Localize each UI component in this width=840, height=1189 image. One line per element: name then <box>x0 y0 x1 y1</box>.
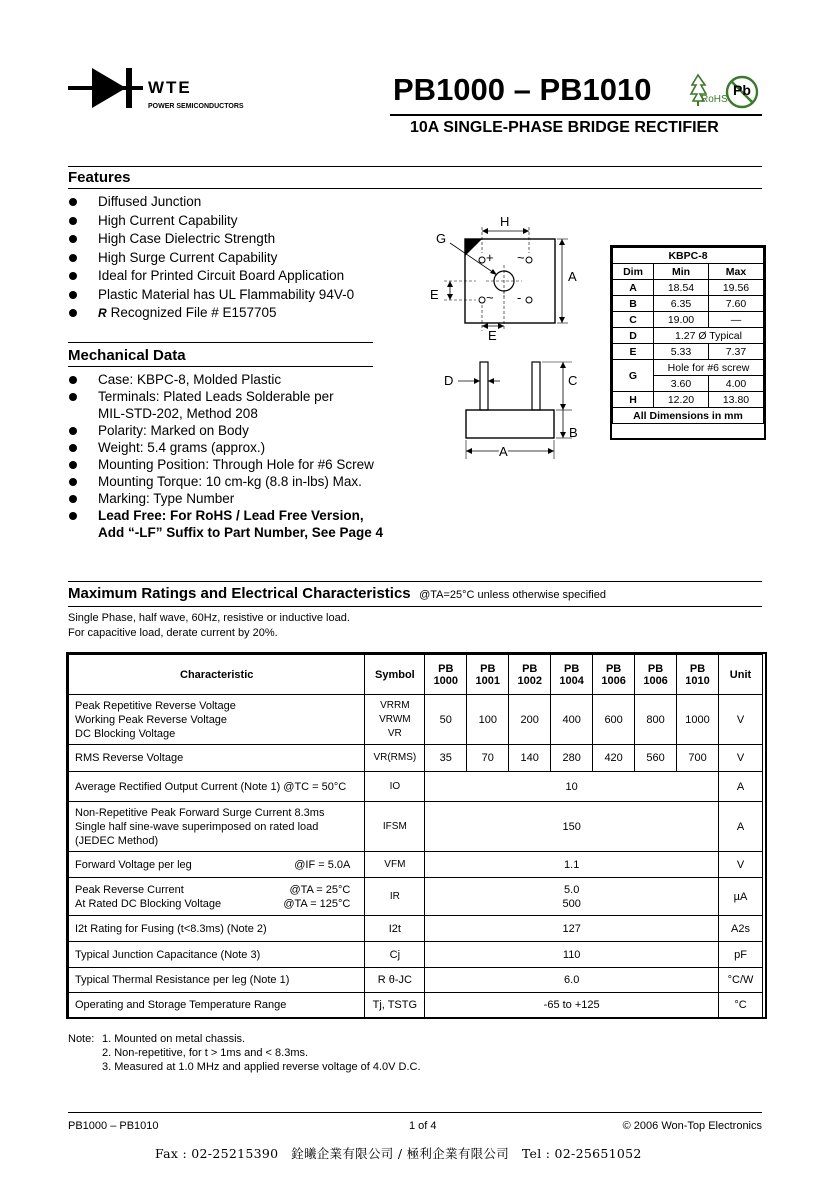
rohs-badge <box>689 73 728 109</box>
mech-item: Add “-LF” Suffix to Part Number, See Page 4 <box>98 525 384 540</box>
dim-e2-label: E <box>488 328 497 343</box>
lead-right <box>532 362 540 410</box>
dim-h-label: H <box>500 214 510 229</box>
table-header-row <box>69 655 763 695</box>
mech-item: Mounting Position: Through Hole for #6 Screw <box>68 456 383 473</box>
feature-item: High Case Dielectric Strength <box>68 230 354 249</box>
mech-item: Marking: Type Number <box>68 490 383 507</box>
header-part: PB 1000 <box>425 655 467 695</box>
header-symbol: Symbol <box>365 655 425 695</box>
brand-name: WTE <box>148 78 192 97</box>
table-row: Typical Junction Capacitance (Note 3) Cj 110 pF <box>69 942 763 968</box>
dims-row: H 12.20 13.80 <box>613 392 764 408</box>
table-row: Non-Repetitive Peak Forward Surge Current 8.3ms Single half sine-wave superimposed on rated load (JEDEC Method) IFSM 150 A <box>69 802 763 852</box>
ratings-heading: Maximum Ratings and Electrical Characteristics <box>68 585 411 602</box>
mech-rule-bottom <box>68 366 373 367</box>
ratings-table <box>68 654 763 1018</box>
pin-ac2-label: ~ <box>486 290 494 305</box>
mech-rule-top <box>68 342 373 343</box>
dims-package: KBPC-8 <box>613 248 764 264</box>
bullet-icon <box>69 427 77 435</box>
pin-ac1-label: ~ <box>517 250 525 265</box>
mech-item: Mounting Torque: 10 cm-kg (8.8 in-lbs) Max. <box>68 473 383 490</box>
dims-footer: All Dimensions in mm <box>613 408 764 424</box>
side-view-body <box>466 410 554 438</box>
dims-header-min: Min <box>654 264 709 280</box>
table-row: Average Rectified Output Current (Note 1) @TC = 50°C IO 10 A <box>69 772 763 802</box>
feature-item: R Recognized File # E157705 <box>68 304 354 323</box>
chamfer-mark <box>465 239 482 256</box>
page-title: PB1000 – PB1010 <box>393 72 652 107</box>
bullet-icon <box>69 376 77 384</box>
feature-item: Plastic Material has UL Flammability 94V-0 <box>68 286 354 305</box>
pin-plus-label: + <box>486 250 494 265</box>
header-part: PB 1010 <box>677 655 719 695</box>
mech-list <box>68 371 383 541</box>
table-row: I2t Rating for Fusing (t<8.3ms) (Note 2) I2t 127 A2s <box>69 916 763 942</box>
dim-c-label: C <box>568 373 578 388</box>
dims-row: B 6.35 7.60 <box>613 296 764 312</box>
bullet-icon <box>69 393 77 401</box>
bullet-icon <box>69 198 77 206</box>
mech-item: Polarity: Marked on Body <box>68 422 383 439</box>
features-rule-bottom <box>68 188 762 189</box>
header-part: PB 1004 <box>551 655 593 695</box>
mech-item: Case: KBPC-8, Molded Plastic <box>68 371 383 388</box>
rohs-label: RoHS <box>701 94 728 105</box>
ratings-note-2: For capacitive load, derate current by 20%. <box>68 627 278 639</box>
footer-page-number: 1 of 4 <box>409 1120 437 1132</box>
dim-g-label: G <box>436 231 447 246</box>
feature-item: Diffused Junction <box>68 193 354 212</box>
dims-row: E 5.33 7.37 <box>613 344 764 360</box>
page-subtitle: 10A SINGLE-PHASE BRIDGE RECTIFIER <box>410 119 719 136</box>
features-rule-top <box>68 166 762 167</box>
ratings-rule-top <box>68 581 762 582</box>
dims-header-dim: Dim <box>613 264 654 280</box>
table-row: Typical Thermal Resistance per leg (Note 1) R θ-JC 6.0 °C/W <box>69 968 763 993</box>
bullet-icon <box>69 291 77 299</box>
fax-tel-line: Fax : 02-25215390 銓曦企業有限公司 / 極利企業有限公司 Tel : 02-25651052 <box>155 1146 642 1161</box>
dims-row: D 1.27 Ø Typical <box>613 328 764 344</box>
bullet-icon <box>69 235 77 243</box>
dim-a2-label: A <box>499 444 508 459</box>
ratings-rule-bottom <box>68 606 762 607</box>
bullet-icon <box>69 444 77 452</box>
bullet-icon <box>69 495 77 503</box>
table-row: Forward Voltage per leg @IF = 5.0A VFM 1.1 V <box>69 852 763 878</box>
feature-item: High Current Capability <box>68 212 354 231</box>
footer-part-range: PB1000 – PB1010 <box>68 1120 159 1132</box>
feature-item: Ideal for Printed Circuit Board Application <box>68 267 354 286</box>
bullet-icon <box>69 478 77 486</box>
dims-row: C 19.00 — <box>613 312 764 328</box>
mech-item: Weight: 5.4 grams (approx.) <box>68 439 383 456</box>
package-diagram <box>420 205 600 465</box>
ratings-note-1: Single Phase, half wave, 60Hz, resistive or inductive load. <box>68 612 350 624</box>
header-part: PB 1002 <box>509 655 551 695</box>
note-item: 2. Non-repetitive, for t > 1ms and < 8.3ms. <box>102 1047 309 1059</box>
table-row: Peak Reverse Current @TA = 25°C At Rated DC Blocking Voltage @TA = 125°C IR 5.0 500 µA <box>69 878 763 916</box>
note-item: 3. Measured at 1.0 MHz and applied reverse voltage of 4.0V D.C. <box>102 1061 421 1073</box>
features-heading: Features <box>68 169 131 186</box>
dims-header-max: Max <box>708 264 763 280</box>
top-view-body <box>465 239 555 323</box>
header-part: PB 1006 <box>635 655 677 695</box>
features-list <box>68 193 354 323</box>
header-unit: Unit <box>719 655 763 695</box>
dim-b-label: B <box>569 425 578 440</box>
bullet-icon <box>69 512 77 520</box>
notes-label: Note: <box>68 1033 95 1045</box>
pin-minus-label: - <box>517 290 522 305</box>
mech-item: Terminals: Plated Leads Solderable per <box>68 388 383 405</box>
note-item: 1. Mounted on metal chassis. <box>102 1033 246 1045</box>
mech-item: Lead Free: For RoHS / Lead Free Version, <box>68 507 383 524</box>
mech-item: MIL-STD-202, Method 208 <box>98 406 258 421</box>
footer-rule <box>68 1112 762 1113</box>
dims-row: G Hole for #6 screw <box>613 360 764 376</box>
header-part: PB 1006 <box>593 655 635 695</box>
ratings-heading-line <box>68 585 606 603</box>
table-row: Operating and Storage Temperature Range Tj, TSTG -65 to +125 °C <box>69 993 763 1018</box>
mech-heading: Mechanical Data <box>68 347 186 364</box>
brand-subtitle: POWER SEMICONDUCTORS <box>148 103 244 110</box>
ratings-condition: @TA=25°C unless otherwise specified <box>419 589 606 601</box>
bullet-icon <box>69 309 77 317</box>
header-characteristic: Characteristic <box>69 655 365 695</box>
dims-table <box>612 247 764 424</box>
pb-free-badge <box>725 75 759 109</box>
dim-e-label: E <box>430 287 439 302</box>
bullet-icon <box>69 461 77 469</box>
header-part: PB 1001 <box>467 655 509 695</box>
bullet-icon <box>69 272 77 280</box>
bullet-icon <box>69 217 77 225</box>
dim-d-label: D <box>444 373 454 388</box>
ul-mark-icon: R <box>98 306 107 320</box>
pb-label: Pb <box>733 82 751 98</box>
bullet-icon <box>69 254 77 262</box>
dims-row: A 18.54 19.56 <box>613 280 764 296</box>
dim-a-label: A <box>568 269 577 284</box>
title-rule <box>390 114 762 116</box>
table-row: RMS Reverse Voltage VR(RMS) 35 70 140 280 420 560 700 V <box>69 745 763 772</box>
table-row: Peak Repetitive Reverse Voltage Working Peak Reverse Voltage DC Blocking Voltage VRRM VRWM VR 50 100 200 400 600 800 1000 V <box>69 695 763 745</box>
footer-copyright: © 2006 Won-Top Electronics <box>622 1120 762 1132</box>
lead-left <box>480 362 488 410</box>
feature-item: High Surge Current Capability <box>68 249 354 268</box>
dims-row: 3.60 4.00 <box>613 376 764 392</box>
